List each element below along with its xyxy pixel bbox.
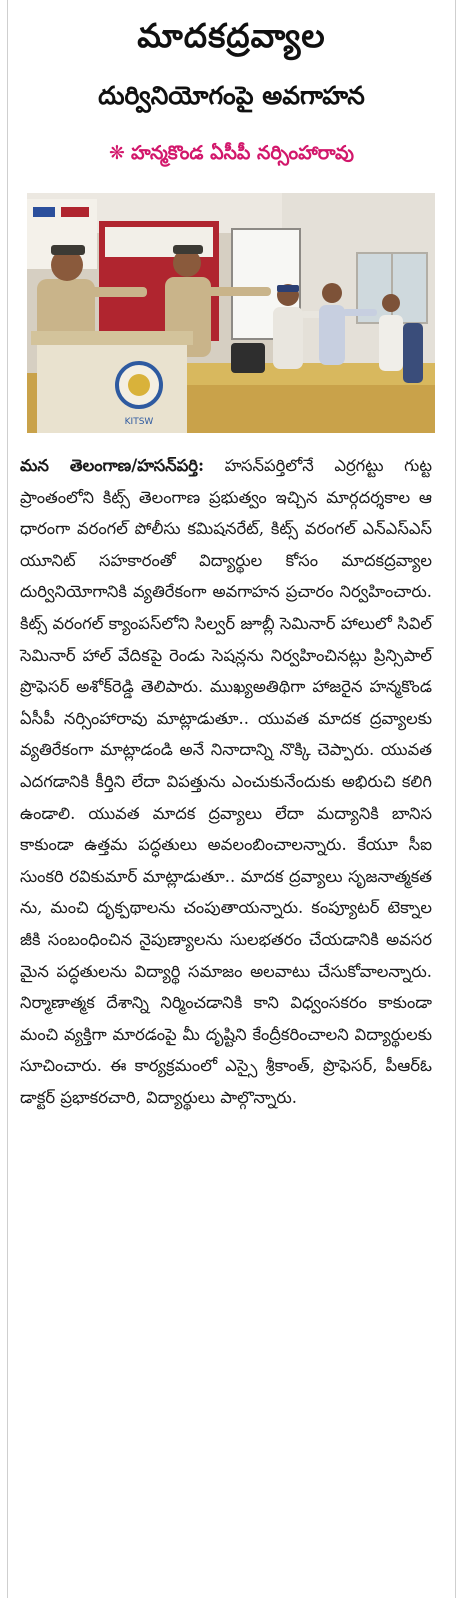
byline [8,139,455,167]
news-photo [27,193,435,433]
event-photo-illustration [27,193,435,433]
dateline: మన తెలంగాణ/హసన్‌పర్తి: [20,456,205,475]
article-body [20,450,432,1113]
byline-text: హన్మకొండ ఏసీపీ నర్సింహారావు [130,142,354,164]
headline-line-2: దుర్వినియోగంపై అవగాహన [98,81,365,110]
podium [31,331,193,433]
podium-seal-text: KITSW [124,417,154,427]
article-body-text: హసన్‌పర్తిలోనే ఎర్రగట్టు గుట్ట ప్రాంతంలోని కిట్స్ తెలంగాణ ప్రభుత్వం ఇచ్చిన మార్గదర్శకాల ఆధారంగా వరంగల్ పోలీసు కమిషనరేట్, కిట్స్ వరంగల్ ఎన్‌ఎస్‌ఎస్ యూనిట్ సహకారంతో విద్యార్థుల కోసం మాదకద్రవ్యాల దుర్వినియోగానికి వ్యతిరేకంగా అవగాహన ప్రచారం నిర్వహించారు. కిట్స్ వరంగల్ క్యాంపస్‌లోని సిల్వర్ జూబ్లీ సెమినార్ హాలులో సివిల్ సెమినార్ హాల్ వేదికపై రెండు సెషన్లను నిర్వహించినట్లు ప్రిన్సిపాల్ ప్రొఫెసర్ అశోక్‌రెడ్డి తెలిపారు. ముఖ్యఅతిథిగా హాజరైన హన్మకొండ ఏసీపీ నర్సింహారావు మాట్లాడుతూ.. యువత మాదక ద్రవ్యాలకు వ్యతిరేకంగా మాట్లాడండి అనే నినాదాన్ని నొక్కి చెప్పారు. యువత ఎదగడానికి కీర్తిని లేదా విపత్తును ఎంచుకునేందుకు అభిరుచి కలిగి ఉండాలి. యువత మాదక ద్రవ్యాలు లేదా మద్యానికి బానిస కాకుండా ఉత్తమ పద్ధతులు అవలంబించాలన్నారు. కేయూ సీఐ సుంకరి రవికుమార్ మాట్లాడుతూ.. మాదక ద్రవ్యాలు సృజనాత్మకతను, మంచి దృక్పథాలను చంపుతాయన్నారు. కంప్యూటర్ టెక్నాలజీకి సంబంధించిన నైపుణ్యాలను సులభతరం చేయడానికి అవసరమైన పద్ధతులను విద్యార్థి సమాజం అలవాటు చేసుకోవాలన్నారు. నిర్మాణాత్మక దేశాన్ని నిర్మించడానికి కాని విధ్వంసకరం కాకుండా మంచి వ్యక్తిగా మారడంపై మీ దృష్టిని కేంద్రీకరించాలని విద్యార్థులకు సూచించారు. ఈ కార్యక్రమంలో ఎస్సై శ్రీకాంత్, ప్రొఫెసర్, పీఆర్‌ఓ డాక్టర్ ప్రభాకరచారి, విద్యార్థులు పాల్గొన్నారు. [20,456,432,1107]
headline-line-1: మాదకద్రవ్యాల [137,16,326,55]
byline-star-icon: ❋ [109,142,125,164]
